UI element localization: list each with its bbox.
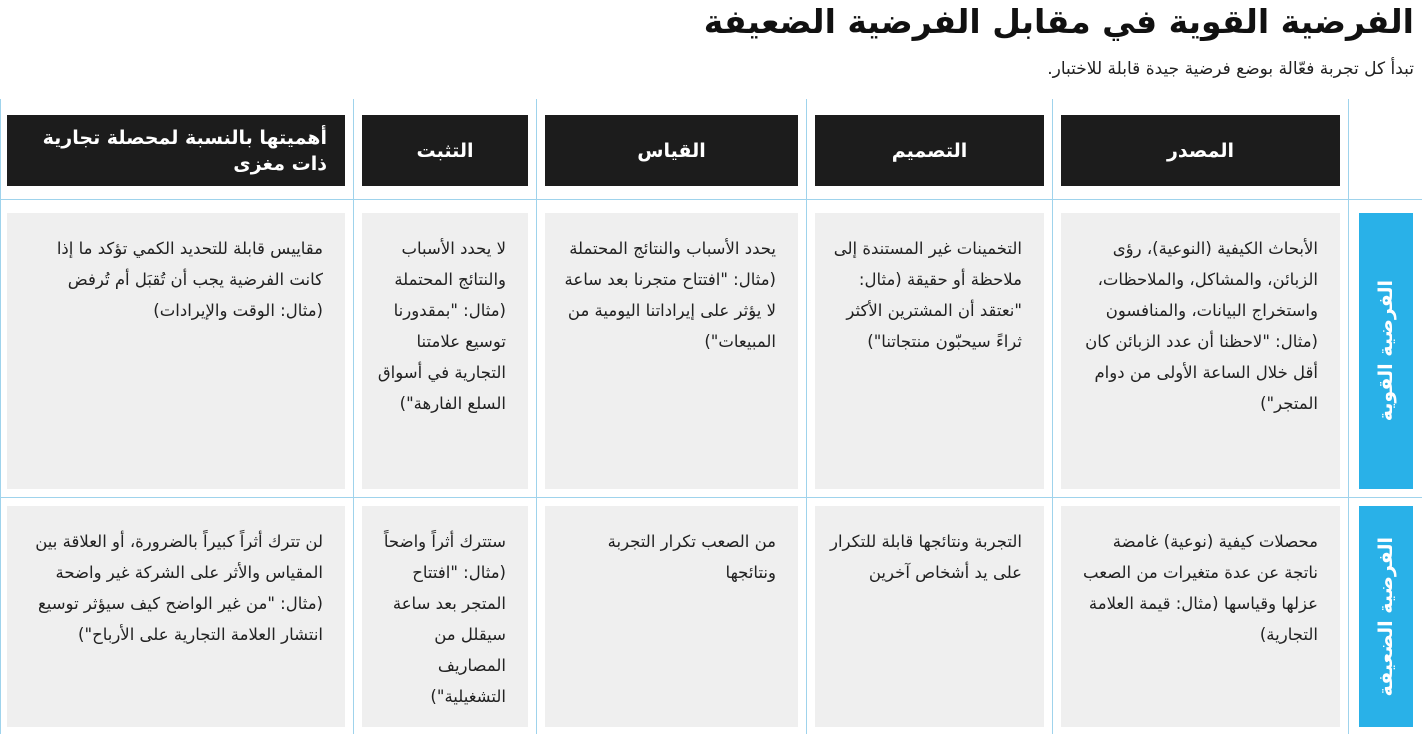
weak-importance-cell: لن تترك أثراً كبيراً بالضرورة، أو العلاقة بين المقياس والأثر على الشركة غير واضحة (مثال: "من غير الواضح كيف سيؤثر توسيع انتشار العلامة التجارية على الأرباح") xyxy=(7,506,345,727)
grid-line xyxy=(0,497,1422,498)
grid-line xyxy=(1348,99,1349,734)
weak-measurement-cell: من الصعب تكرار التجربة ونتائجها xyxy=(545,506,798,727)
header-validation: التثبت xyxy=(362,115,528,186)
page-title: الفرضية القوية في مقابل الفرضية الضعيفة xyxy=(703,2,1414,41)
row-label-strong xyxy=(1359,213,1413,489)
strong-design-cell: التخمينات غير المستندة إلى ملاحظة أو حقيقة (مثال: "نعتقد أن المشترين الأكثر ثراءً سيحبّون منتجاتنا") xyxy=(815,213,1044,489)
strong-measurement-cell: يحدد الأسباب والنتائج المحتملة (مثال: "افتتاح متجرنا بعد ساعة لا يؤثر على إيراداتنا اليومية من المبيعات") xyxy=(545,213,798,489)
weak-design-cell: التجربة ونتائجها قابلة للتكرار على يد أشخاص آخرين xyxy=(815,506,1044,727)
weak-source-cell: محصلات كيفية (نوعية) غامضة ناتجة عن عدة متغيرات من الصعب عزلها وقياسها (مثال: قيمة العلامة التجارية) xyxy=(1061,506,1340,727)
row-label-weak-text: الفرضية الضعيفة xyxy=(1375,536,1397,697)
row-label-weak xyxy=(1359,506,1413,727)
grid-line xyxy=(0,199,1422,200)
header-importance: أهميتها بالنسبة لمحصلة تجارية ذات مغزى xyxy=(7,115,345,186)
header-measurement: القياس xyxy=(545,115,798,186)
row-label-strong-text: الفرضية القوية xyxy=(1375,280,1397,422)
grid-line xyxy=(353,99,354,734)
grid-line xyxy=(536,99,537,734)
comparison-table xyxy=(0,99,1422,734)
grid-line xyxy=(1052,99,1053,734)
header-design: التصميم xyxy=(815,115,1044,186)
grid-line xyxy=(0,99,1,734)
weak-validation-cell: ستترك أثراً واضحاً (مثال: "افتتاح المتجر بعد ساعة سيقلل من المصاريف التشغيلية") xyxy=(362,506,528,727)
strong-source-cell: الأبحاث الكيفية (النوعية)، رؤى الزبائن، والمشاكل، والملاحظات، واستخراج البيانات، والمنافسون (مثال: "لاحظنا أن عدد الزبائن كان أقل خلال الساعة الأولى من دوام المتجر") xyxy=(1061,213,1340,489)
strong-validation-cell: لا يحدد الأسباب والنتائج المحتملة (مثال: "بمقدورنا توسيع علامتنا التجارية في أسواق السلع الفارهة") xyxy=(362,213,528,489)
page-subtitle: تبدأ كل تجربة فعّالة بوضع فرضية جيدة قابلة للاختبار. xyxy=(1047,59,1414,79)
header-source: المصدر xyxy=(1061,115,1340,186)
strong-importance-cell: مقاييس قابلة للتحديد الكمي تؤكد ما إذا كانت الفرضية يجب أن تُقبَل أم تُرفض (مثال: الوقت والإيرادات) xyxy=(7,213,345,489)
grid-line xyxy=(806,99,807,734)
